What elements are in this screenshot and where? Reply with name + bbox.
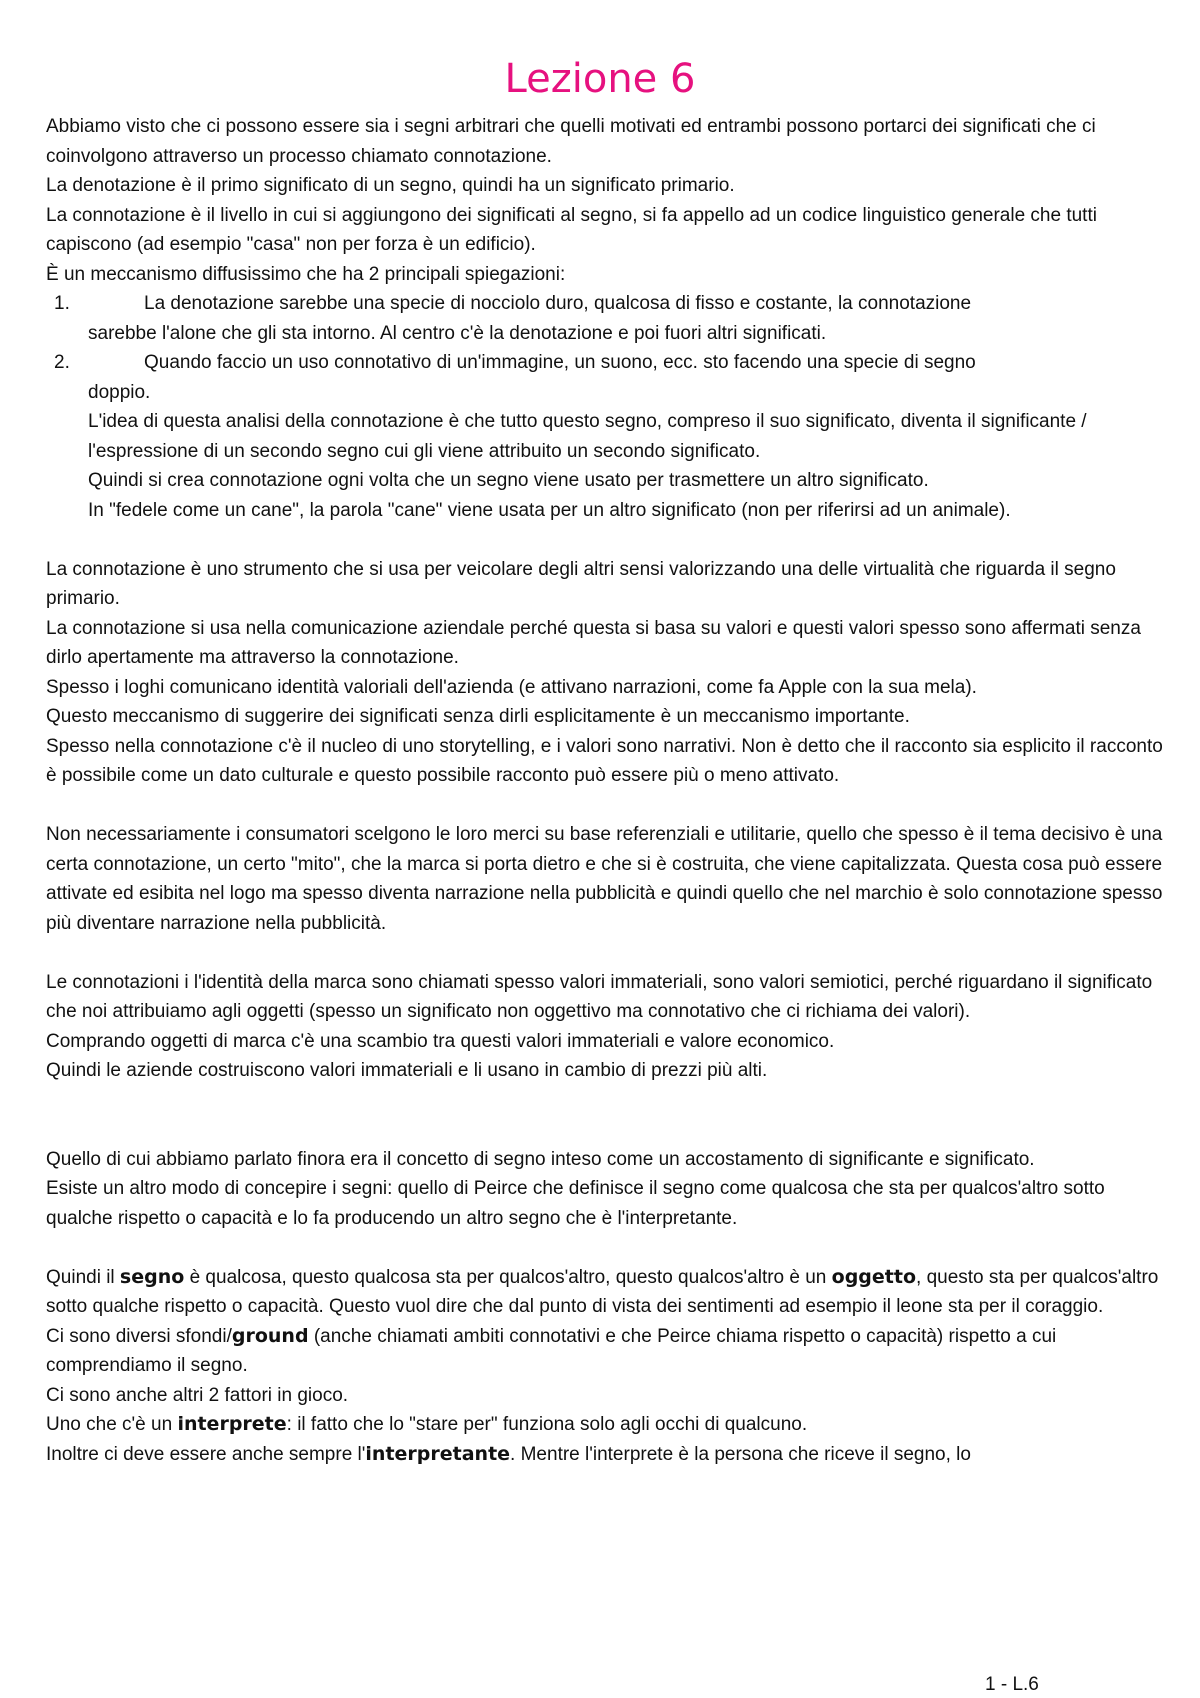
list-item-paragraph: Quindi si crea connotazione ogni volta che un segno viene usato per trasmettere un altro significato.	[88, 470, 929, 491]
paragraph	[46, 1263, 1176, 1322]
paragraph: Ci sono anche altri 2 fattori in gioco.	[46, 1384, 349, 1406]
page-title: Lezione 6	[504, 56, 696, 102]
paragraph	[46, 1440, 1176, 1470]
text-run: Uno che c'è un	[46, 1414, 178, 1435]
list-number: 2.	[54, 352, 70, 373]
paragraph: Esiste un altro modo di concepire i segni: quello di Peirce che definisce il segno come qualcosa che sta per qualcos'altro sotto qualche rispetto o capacità e lo fa producendo un altro segno che è l'interpretante.	[46, 1178, 1105, 1229]
text-run: (anche chiamati ambiti connotativi e che Peirce chiama rispetto o capacità) rispetto a cui comprendiamo il segno.	[46, 1325, 1057, 1376]
blank-line	[46, 791, 1176, 821]
paragraph: Spesso nella connotazione c'è il nucleo di uno storytelling, e i valori sono narrativi. Non è detto che il racconto sia esplicito il racconto è possibile come un dato culturale e questo possibile racconto può essere più o meno attivato.	[46, 735, 1163, 786]
text-run: è qualcosa, questo qualcosa sta per qualcos'altro, questo qualcos'altro è un	[184, 1266, 832, 1288]
list-number: 1.	[54, 293, 70, 314]
text-run: . Mentre l'interprete è la persona che riceve il segno, lo	[510, 1443, 971, 1465]
text-run: Quindi il	[46, 1266, 120, 1288]
list-item-text: sarebbe l'alone che gli sta intorno. Al centro c'è la denotazione e poi fuori altri significati.	[88, 322, 827, 344]
list-item-paragraph: L'idea di questa analisi della connotazione è che tutto questo segno, compreso il suo significato, diventa il significante / l'espressione di un secondo segno cui gli viene attribuito un secondo significato.	[88, 411, 1087, 462]
paragraph: Quello di cui abbiamo parlato finora era il concetto di segno inteso come un accostamento di significante e significato.	[46, 1148, 1035, 1170]
list-item	[46, 348, 1176, 525]
text-run: , questo sta per qualcos'altro sotto qualche rispetto o capacità. Questo vuol dire che dal punto di vista dei sentimenti ad esempio il leone sta per il coraggio.	[46, 1266, 1159, 1317]
blank-line	[46, 1233, 1176, 1263]
blank-line	[46, 525, 1176, 555]
bold-term-ground: ground	[231, 1324, 309, 1347]
paragraph: Abbiamo visto che ci possono essere sia i segni arbitrari che quelli motivati ed entrambi possono portarci dei significati che ci coinvolgono attraverso un processo chiamato connotazione.	[46, 116, 1096, 167]
paragraph: La denotazione è il primo significato di un segno, quindi ha un significato primario.	[46, 175, 735, 196]
numbered-list	[46, 289, 1176, 525]
list-item-paragraph: In "fedele come un cane", la parola "cane" viene usata per un altro significato (non per riferirsi ad un animale).	[88, 499, 1011, 521]
list-item-first-line: Quando faccio un uso connotativo di un'immagine, un suono, ecc. sto facendo una specie di segno	[144, 352, 976, 373]
paragraph: La connotazione è uno strumento che si usa per veicolare degli altri sensi valorizzando una delle virtualità che riguarda il segno primario.	[46, 558, 1116, 609]
list-item-first-line: La denotazione sarebbe una specie di nocciolo duro, qualcosa di fisso e costante, la connotazione	[144, 293, 972, 314]
page-footer: 1 - L.6	[985, 1674, 1039, 1695]
text-run: : il fatto che lo "stare per" funziona solo agli occhi di qualcuno.	[286, 1414, 808, 1435]
paragraph: La connotazione si usa nella comunicazione aziendale perché questa si basa su valori e questi valori spesso sono affermati senza dirlo apertamente ma attraverso la connotazione.	[46, 617, 1141, 668]
blank-line	[46, 938, 1176, 968]
text-run: Ci sono diversi sfondi/	[46, 1325, 232, 1347]
paragraph	[46, 1322, 1176, 1381]
bold-term-oggetto: oggetto	[831, 1265, 917, 1288]
list-item	[46, 289, 1176, 348]
bold-term-interpretante: interpretante	[365, 1442, 511, 1465]
blank-line	[46, 1086, 1176, 1145]
paragraph: La connotazione è il livello in cui si aggiungono dei significati al segno, si fa appello ad un codice linguistico generale che tutti capiscono (ad esempio "casa" non per forza è un edificio).	[46, 204, 1097, 255]
paragraph	[46, 1410, 1176, 1440]
paragraph: Le connotazioni i l'identità della marca sono chiamati spesso valori immateriali, sono valori semiotici, perché riguardano il significato che noi attribuiamo agli oggetti (spesso un significato non oggettivo ma connotativo che ci richiama dei valori).	[46, 971, 1153, 1022]
paragraph: Quindi le aziende costruiscono valori immateriali e li usano in cambio di prezzi più alti.	[46, 1060, 768, 1081]
paragraph: Non necessariamente i consumatori scelgono le loro merci su base referenziali e utilitarie, quello che spesso è il tema decisivo è una certa connotazione, un certo "mito", che la marca si porta dietro e che si è costruita, che viene capitalizzata. Questa cosa può essere attivate ed esibita nel logo ma spesso diventa narrazione nella pubblicità e quindi quello che nel marchio è solo connotazione spesso più diventare narrazione nella pubblicità.	[46, 824, 1163, 934]
list-item-text: doppio.	[88, 381, 151, 403]
paragraph: Spesso i loghi comunicano identità valoriali dell'azienda (e attivano narrazioni, come fa Apple con la sua mela).	[46, 676, 977, 698]
paragraph: Comprando oggetti di marca c'è una scambio tra questi valori immateriali e valore economico.	[46, 1030, 835, 1052]
paragraph: Questo meccanismo di suggerire dei significati senza dirli esplicitamente è un meccanismo importante.	[46, 706, 910, 727]
text-run: Inoltre ci deve essere anche sempre l'	[46, 1443, 366, 1465]
document-body	[46, 112, 1176, 1469]
bold-term-segno: segno	[119, 1265, 185, 1288]
bold-term-interprete: interprete	[177, 1413, 287, 1435]
paragraph: È un meccanismo diffusissimo che ha 2 principali spiegazioni:	[46, 263, 566, 285]
